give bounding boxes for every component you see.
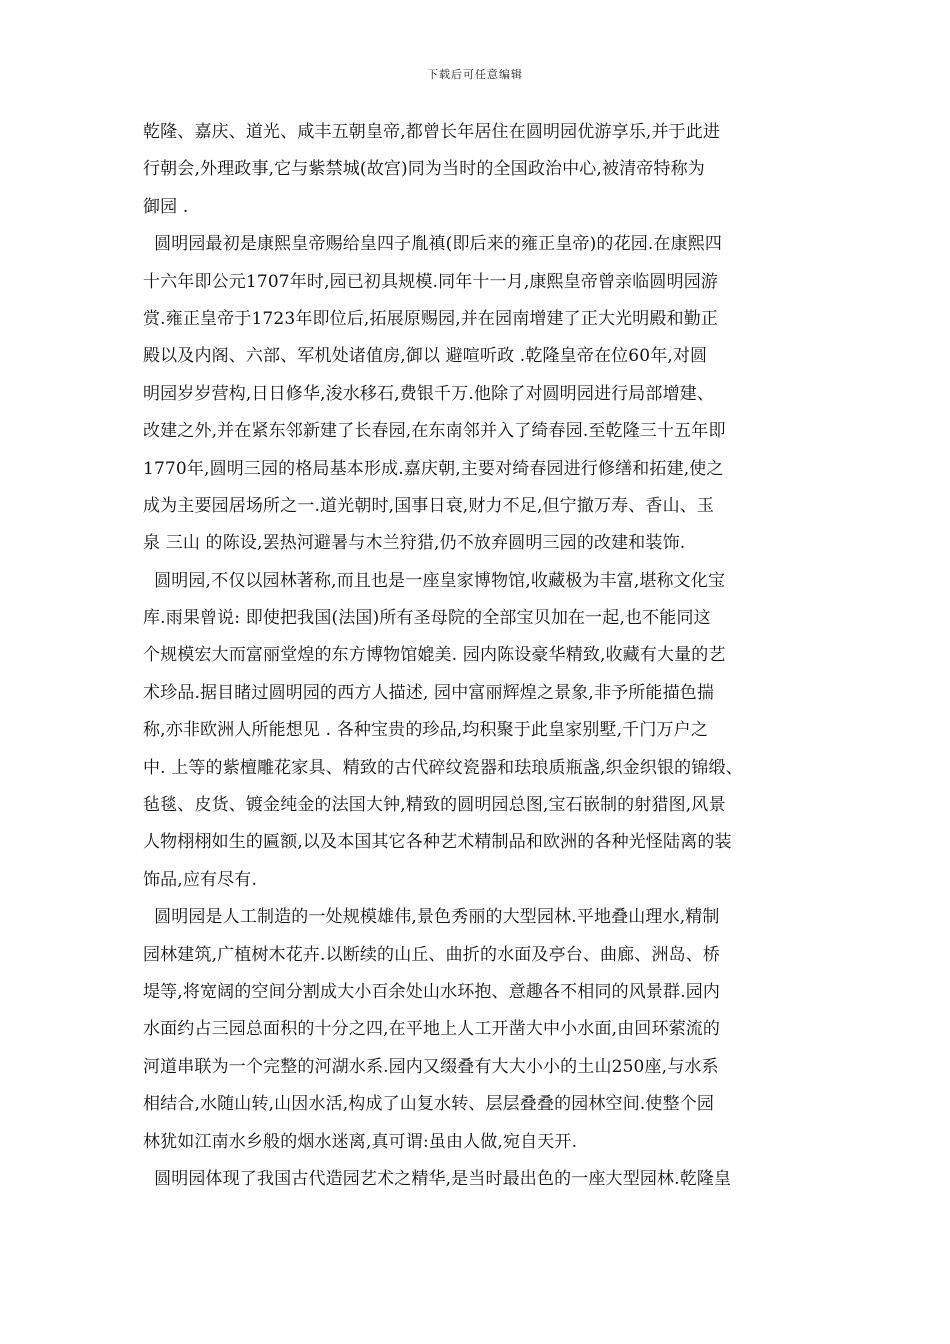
text-line: 毡毯、皮货、镀金纯金的法国大钟,精致的圆明园总图,宝石嵌制的射猎图,风景 bbox=[143, 795, 726, 816]
text-line: 明园岁岁营构,日日修华,浚水移石,费银千万.他除了对圆明园进行局部增建、 bbox=[143, 383, 715, 404]
text-line: 1770年,圆明三园的格局基本形成.嘉庆朝,主要对绮春园进行修缮和拓建,使之 bbox=[143, 458, 724, 479]
text-line: 圆明园,不仅以园林著称,而且也是一座皇家博物馆,收藏极为丰富,堪称文化宝 bbox=[143, 570, 726, 591]
text-line: 人物栩栩如生的匾额,以及本国其它各种艺术精制品和欧洲的各种光怪陆离的装 bbox=[143, 832, 732, 853]
text-line: 林犹如江南水乡般的烟水迷离,真可谓:虽由人做,宛自天开. bbox=[143, 1131, 578, 1152]
text-line: 水面约占三园总面积的十分之四,在平地上人工开凿大中小水面,由回环萦流的 bbox=[143, 1019, 721, 1040]
text-line: 赏.雍正皇帝于1723年即位后,拓展原赐园,并在园南增建了正大光明殿和勤正 bbox=[143, 308, 719, 329]
page-header: 下载后可任意编辑 bbox=[427, 68, 523, 81]
text-line: 乾隆、嘉庆、道光、咸丰五朝皇帝,都曾长年居住在圆明园优游享乐,并于此进 bbox=[143, 122, 721, 142]
text-line: 圆明园是人工制造的一处规模雄伟,景色秀丽的大型园林.平地叠山理水,精制 bbox=[143, 907, 720, 928]
text-line: 成为主要园居场所之一.道光朝时,国事日衰,财力不足,但宁撤万寿、香山、玉 bbox=[143, 495, 715, 516]
text-line: 个规模宏大而富丽堂煌的东方博物馆媲美. 园内陈设豪华精致,收藏有大量的艺 bbox=[143, 645, 726, 666]
text-line: 中. 上等的紫檀雕花家具、精致的古代碎纹瓷器和珐琅质瓶盏,织金织银的锦缎、 bbox=[143, 757, 743, 778]
text-line: 称,亦非欧洲人所能想见 . 各种宝贵的珍品,均积聚于此皇家别墅,千门万户之 bbox=[143, 720, 708, 741]
text-line: 十六年即公元1707年时,园已初具规模.同年十一月,康熙皇帝曾亲临圆明园游 bbox=[143, 271, 719, 292]
text-line: 相结合,水随山转,山因水活,构成了山复水转、层层叠叠的园林空间.使整个园 bbox=[143, 1094, 715, 1115]
text-line: 圆明园最初是康熙皇帝赐给皇四子胤禛(即后来的雍正皇帝)的花园.在康熙四 bbox=[143, 234, 723, 255]
text-line: 园林建筑,广植树木花卉.以断续的山丘、曲折的水面及亭台、曲廊、洲岛、桥 bbox=[143, 944, 721, 965]
text-line: 行朝会,外理政事,它与紫禁城(故宫)同为当时的全国政治中心,被清帝特称为 bbox=[143, 159, 705, 180]
text-line: 库.雨果曾说: 即使把我国(法国)所有圣母院的全部宝贝加在一起,也不能同这 bbox=[143, 608, 711, 629]
text-line: 改建之外,并在紧东邻新建了长春园,在东南邻并入了绮春园.至乾隆三十五年即 bbox=[143, 421, 726, 442]
text-line: 泉 三山 的陈设,罢热河避暑与木兰狩猎,仍不放弃圆明三园的改建和装饰. bbox=[143, 533, 686, 554]
text-line: 御园 . bbox=[143, 196, 189, 217]
body-text bbox=[143, 114, 813, 1198]
text-line: 河道串联为一个完整的河湖水系.园内又缀叠有大大小小的土山250座,与水系 bbox=[143, 1056, 719, 1077]
text-line: 圆明园体现了我国古代造园艺术之精华,是当时最出色的一座大型园林.乾隆皇 bbox=[143, 1168, 732, 1189]
text-line: 术珍品.据目睹过圆明园的西方人描述, 园中富丽辉煌之景象,非予所能描色揣 bbox=[143, 682, 715, 703]
text-line: 堤等,将宽阔的空间分割成大小百余处山水环抱、意趣各不相同的风景群.园内 bbox=[143, 981, 721, 1002]
text-line: 饰品,应有尽有. bbox=[143, 869, 258, 890]
text-line: 殿以及内阁、六部、军机处诸值房,御以 避喧听政 .乾隆皇帝在位60年,对圆 bbox=[143, 346, 708, 367]
